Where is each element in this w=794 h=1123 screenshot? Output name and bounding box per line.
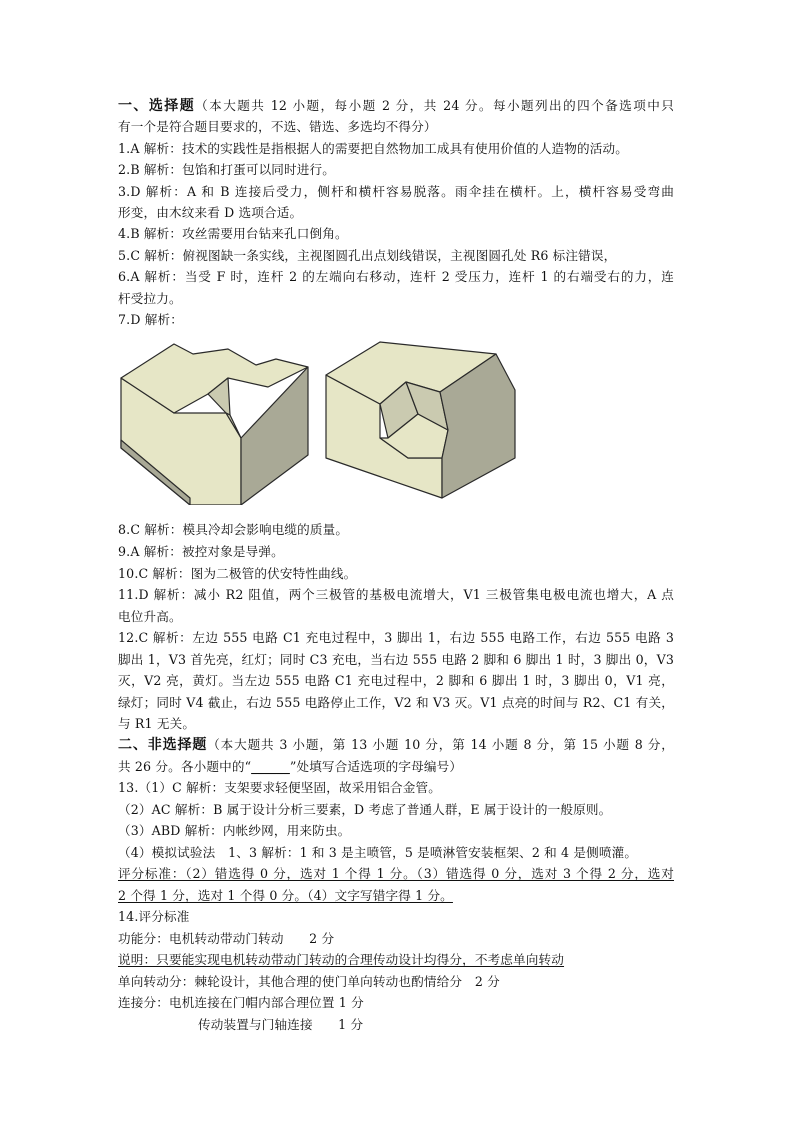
section-2-heading: 二、非选择题 [118,737,208,753]
section-1-note-cont: 有一个是符合题目要求的，不选、错选、多选均不得分） [118,119,437,134]
q13-part3: （3）ABD 解析：内帐纱网，用来防虫。 [118,823,351,838]
section-1-header [118,96,674,116]
answer-q3-cont: 形变，由木纹来看 D 选项合适。 [118,205,303,220]
section-1-note: （本大题共 12 小题，每小题 2 分，共 24 分。每小题列出的四个备选项中只 [195,98,674,113]
section-2-note: （本大题共 3 小题，第 13 小题 10 分，第 14 小题 8 分，第 15 小题 8 分， [207,737,674,752]
answer-q2: 2.B 解析：包馅和打蛋可以同时进行。 [118,162,336,177]
answer-q12-line5: 与 R1 无关。 [118,716,196,731]
answer-q7: 7.D 解析： [118,312,183,327]
answer-q8: 8.C 解析：模具冷却会影响电缆的质量。 [118,522,349,537]
section-2-header [118,735,674,755]
q13-part4: （4）模拟试验法 1、3 解析：1 和 3 是主喷管，5 是喷淋管安装框架、2 和 4 是侧喷灌。 [118,845,638,860]
block-right [326,342,515,498]
q14-oneway-score: 单向转动分：棘轮设计，其他合理的使门单向转动也酌情给分 2 分 [118,974,500,989]
q13-scoring-cont: 2 个得 1 分，选对 1 个得 0 分。（4）文字写错字得 1 分。 [118,888,453,903]
block-left [121,344,308,505]
answer-q12-line2: 脚出 1，V3 首先亮，红灯；同时 C3 充电，当右边 555 电路 2 脚和 6 脚出 1 时，3 脚出 0，V3 [118,652,674,667]
q14-function-score: 功能分：电机转动带动门转动 2 分 [118,931,335,946]
q14-note: 说明：只要能实现电机转动带动门转动的合理传动设计均得分，不考虑单向转动 [118,952,565,967]
answer-q12-line3: 灭，V2 亮，黄灯。当左边 555 电路 C1 充电过程中，2 脚和 6 脚出 1 时，3 脚出 0，V1 亮， [118,673,674,688]
q14-title: 14.评分标准 [118,909,190,924]
section-1-heading: 一、选择题 [118,98,196,114]
section-2-note-cont [118,757,462,777]
block-left-right-face [241,367,308,505]
fill-blank: ______ [251,759,290,774]
answer-q6-cont: 杆受拉力。 [118,291,182,306]
answer-q12-line4: 绿灯；同时 V4 截止，右边 555 电路停止工作，V2 和 V3 灭。V1 点亮的时间与 R2、C1 有关， [118,695,674,710]
answer-q6: 6.A 解析：当受 F 时，连杆 2 的左端向右移动，连杆 2 受压力，连杆 1 的右端受右的力，连 [118,269,674,284]
answer-q12: 12.C 解析：左边 555 电路 C1 充电过程中，3 脚出 1，右边 555 电路工作，右边 555 电路 3 [118,630,674,645]
answer-q3: 3.D 解析：A 和 B 连接后受力，侧杆和横杆容易脱落。雨伞挂在横杆。上，横杆容易受弯曲 [118,184,674,199]
answer-q4: 4.B 解析：攻丝需要用台钻来孔口倒角。 [118,226,348,241]
section-2-note-a: 共 26 分。各小题中的“ [118,759,252,774]
section-2-note-b: ”处填写合适选项的字母编号） [289,759,463,774]
answer-q9: 9.A 解析：被控对象是导弹。 [118,544,284,559]
q14-drive-score: 传动装置与门轴连接 1 分 [198,1017,364,1032]
q14-connection-score: 连接分：电机连接在门帽内部合理位置 1 分 [118,995,364,1010]
q13-part1: 13.（1）C 解析：支架要求轻便坚固，故采用铝合金管。 [118,780,441,795]
q13-part2: （2）AC 解析：B 属于设计分析三要素，D 考虑了普通人群，E 属于设计的一般原则。 [118,802,612,817]
q13-scoring: 评分标准：（2）错选得 0 分，选对 1 个得 1 分。（3）错选得 0 分，选对 3 个得 2 分，选对 [118,866,674,881]
answer-q1: 1.A 解析：技术的实践性是指根据人的需要把自然物加工成具有使用价值的人造物的活动。 [118,141,628,156]
answer-q11: 11.D 解析：减小 R2 阻值，两个三极管的基极电流增大，V1 三极管集电极电流也增大，A 点 [118,587,674,602]
answer-q5: 5.C 解析：俯视图缺一条实线，主视图圆孔出点划线错误，主视图圆孔处 R6 标注错误， [118,248,617,263]
answer-q11-cont: 电位升高。 [118,609,182,624]
isometric-blocks-figure [118,330,538,505]
answer-q10: 10.C 解析：图为二极管的伏安特性曲线。 [118,566,357,581]
